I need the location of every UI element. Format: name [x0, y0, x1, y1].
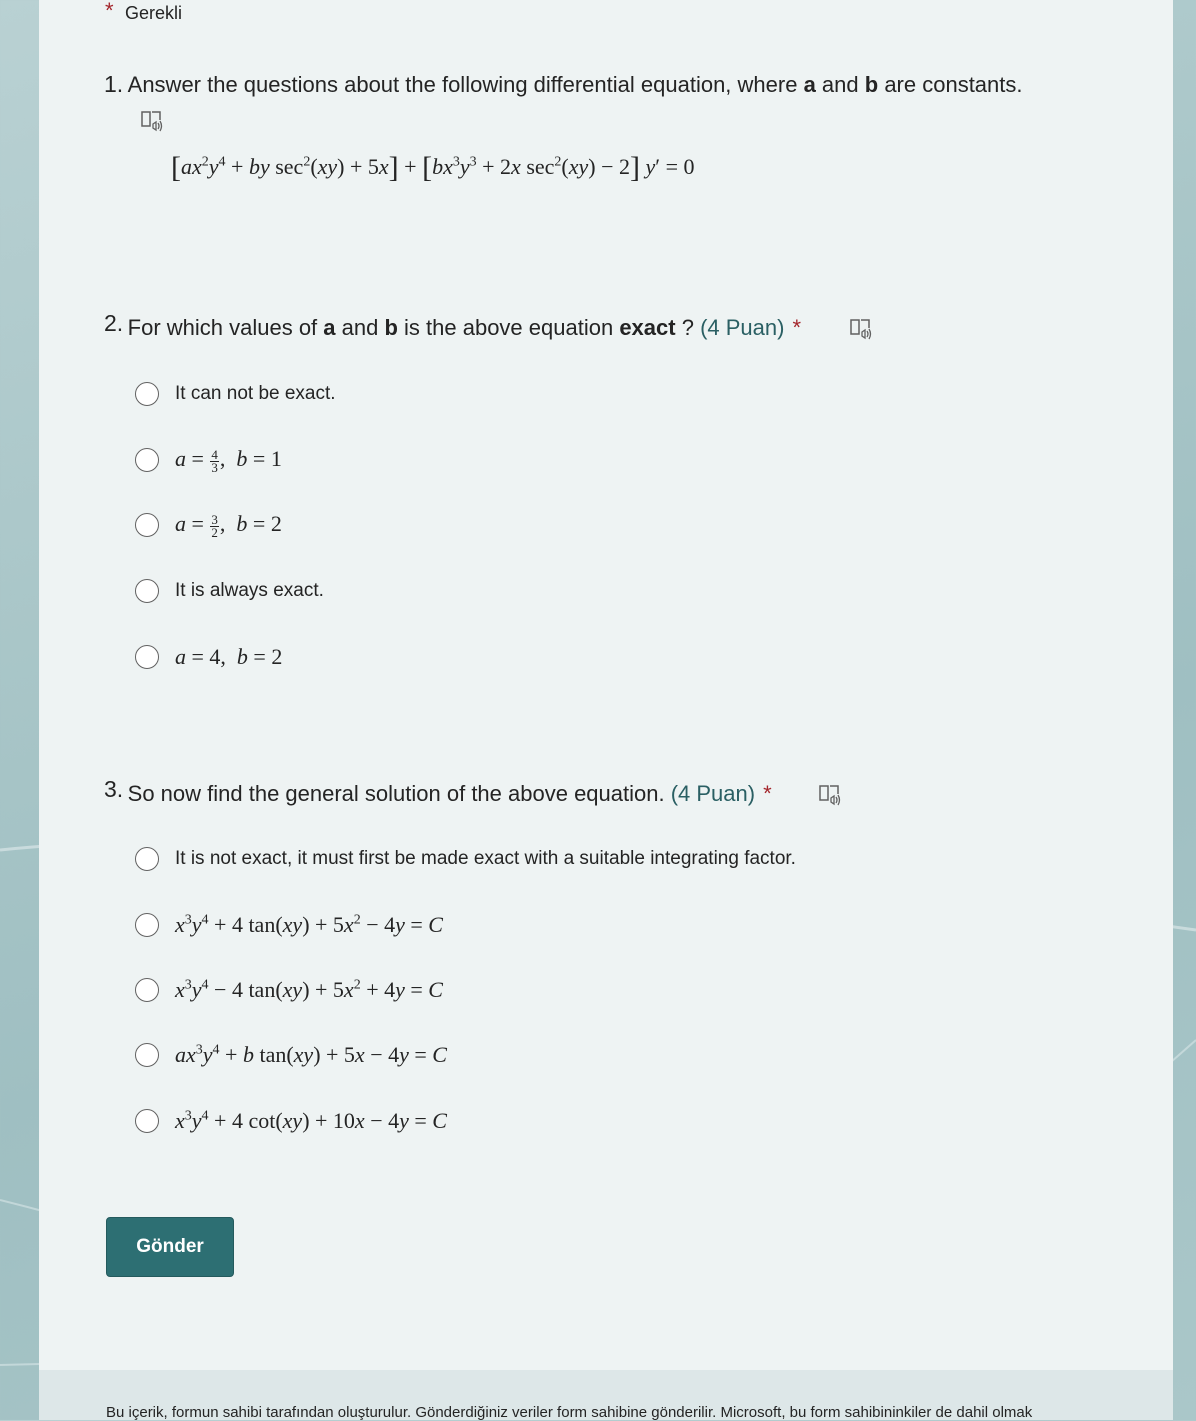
option-math: a = $\frac{3}{2}$ , b = 2	[175, 511, 282, 540]
radio-button[interactable]	[135, 1043, 159, 1067]
form-card	[39, 0, 1173, 1420]
option-label: It is not exact, it must first be made exact with a suitable integrating factor.	[175, 848, 796, 869]
question-1-number: 1.	[104, 71, 124, 97]
q3-option-4[interactable]	[135, 1040, 447, 1070]
q3-option-1[interactable]	[135, 844, 796, 874]
question-2-title	[104, 310, 801, 341]
q3-option-3[interactable]	[135, 975, 443, 1005]
option-math: $x^3y^4 + 4$ $\tan(xy) + 5x^2 - 4y = C$	[175, 912, 443, 937]
radio-button[interactable]	[135, 382, 159, 406]
radio-button[interactable]	[135, 978, 159, 1002]
footer	[39, 1370, 1173, 1420]
immersive-reader-icon[interactable]	[818, 784, 842, 806]
q3-option-2[interactable]	[135, 910, 443, 940]
radio-button[interactable]	[135, 579, 159, 603]
question-3-points: (4 Puan)	[670, 781, 756, 806]
question-3-title	[104, 776, 772, 807]
question-3-required: *	[763, 781, 772, 806]
question-2-number: 2.	[104, 310, 124, 336]
differential-equation: [$ax^2y^4$ + by $\sec^2(xy) + 5x] + [bx^3y^3 + 2x$ $\sec^2(xy) - 2$] y′ = 0	[171, 151, 695, 184]
footer-disclaimer: Bu içerik, formun sahibi tarafından oluşturulur. Gönderdiğiniz veriler form sahibine gönderilir. Microsoft, bu form sahibininkiler de dahil olmak	[106, 1404, 1033, 1421]
question-2-text: For which values of a and b is the above equation exact ? (4 Puan) *	[127, 315, 802, 340]
radio-button[interactable]	[135, 448, 159, 472]
immersive-reader-icon[interactable]	[849, 318, 873, 340]
q3-option-5[interactable]	[135, 1106, 447, 1136]
radio-button[interactable]	[135, 1109, 159, 1133]
question-2-required: *	[792, 315, 802, 340]
question-1-title	[104, 71, 1023, 98]
option-math: $x^3y^4 - 4$ $\tan(xy) + 5x^2 + 4y = C$	[175, 977, 443, 1002]
radio-button[interactable]	[135, 513, 159, 537]
option-label: It is always exact.	[175, 580, 324, 601]
option-math: $ax^3y^4 + b$ tan(xy) + 5x − 4y = C	[175, 1042, 447, 1067]
question-1-text: Answer the questions about the following differential equation, where a and b are constants.	[127, 72, 1023, 97]
option-math: a = $\frac{4}{3}$ , b = 1	[175, 446, 282, 475]
q2-option-2[interactable]	[135, 445, 282, 475]
option-label: It can not be exact.	[175, 383, 336, 404]
immersive-reader-icon[interactable]	[140, 110, 164, 132]
question-2-points: (4 Puan)	[700, 315, 785, 340]
radio-button[interactable]	[135, 847, 159, 871]
q2-option-1[interactable]	[135, 379, 336, 409]
q2-option-5[interactable]	[135, 642, 282, 672]
submit-button[interactable]: Gönder	[106, 1217, 234, 1277]
radio-button[interactable]	[135, 645, 159, 669]
radio-button[interactable]	[135, 913, 159, 937]
q2-option-4[interactable]	[135, 576, 324, 606]
question-3-number: 3.	[104, 776, 124, 802]
question-3-text: So now find the general solution of the above equation. (4 Puan) *	[127, 781, 772, 806]
required-star: *	[105, 0, 114, 23]
option-math: $x^3y^4 + 4$ cot(xy) + 10x − 4y = C	[175, 1108, 447, 1133]
required-label: Gerekli	[125, 3, 183, 23]
option-math: a = 4, b = 2	[175, 644, 283, 669]
q2-option-3[interactable]	[135, 510, 282, 540]
